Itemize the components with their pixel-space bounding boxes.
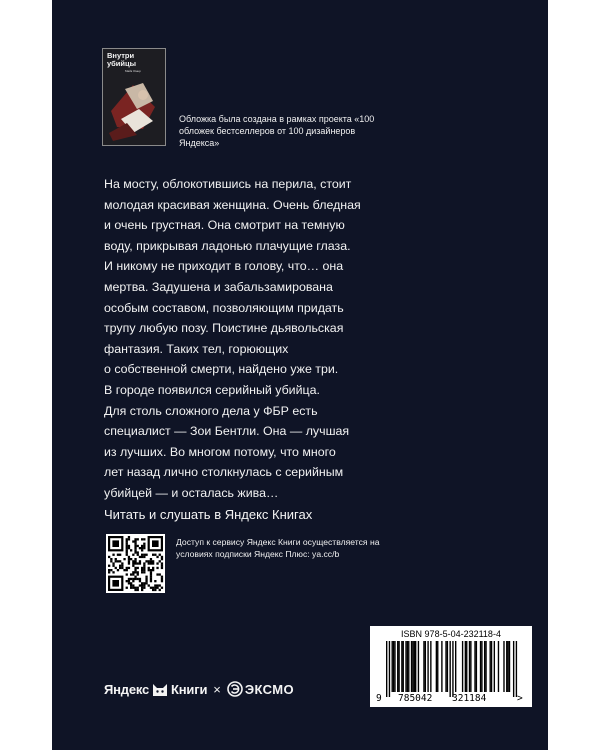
read-listen-heading: Читать и слушать в Яндекс Книгах <box>104 507 313 522</box>
thumbnail-author: Майк Омер <box>125 69 141 73</box>
publisher-logos <box>104 679 294 699</box>
back-cover <box>52 0 548 750</box>
ean-left-group: 785042 <box>398 693 433 704</box>
partnership-times: × <box>213 681 221 697</box>
barcode-icon <box>370 626 532 707</box>
yandex-books-logo-right: Книги <box>171 681 208 697</box>
eksmo-logo-text: ЭКСМО <box>244 681 294 697</box>
cover-thumbnail <box>102 48 166 146</box>
cat-logo-icon <box>152 681 168 697</box>
qr-code-icon <box>106 534 165 593</box>
book-annotation: На мосту, облокотившись на перила, стоит молодая красивая женщина. Очень бледная и очень грустная. Она смотрит на темную воду, прикрывая ладонью плачущие глаза. И никому не приходит в голову, что… она мертва. Задушена и забальзамирована особым составом, позволяющим придать трупу любую позу. Поистине дьявольская фантазия. Таких тел, горюющих о собственной смерти, найдено уже три. В городе появился серийный убийца. Для столь сложного дела у ФБР есть специалист — Зои Бентли. Она — лучшая из лучших. Во многом потому, что много лет назад лично столкнулась с серийным убийцей — и осталась жива… <box>104 177 361 500</box>
yandex-books-logo-left: Яндекс <box>104 681 150 697</box>
ean-right-group: 321184 <box>452 693 487 704</box>
access-note: Доступ к сервису Яндекс Книги осуществляется на условиях подписки Яндекс Плюс: ya.cc/b <box>176 537 380 559</box>
isbn-label: ISBN 978-5-04-232118-4 <box>401 629 501 639</box>
ean-first-digit: 9 <box>376 693 382 704</box>
eksmo-logo-icon <box>227 681 243 697</box>
barcode-panel <box>370 626 532 707</box>
cover-caption: Обложка была создана в рамках проекта «100 обложек бестселлеров от 100 дизайнеров Яндекса» <box>179 114 375 148</box>
ean-end-marker: > <box>517 693 523 704</box>
thumbnail-title: Внутри убийцы <box>107 51 137 68</box>
